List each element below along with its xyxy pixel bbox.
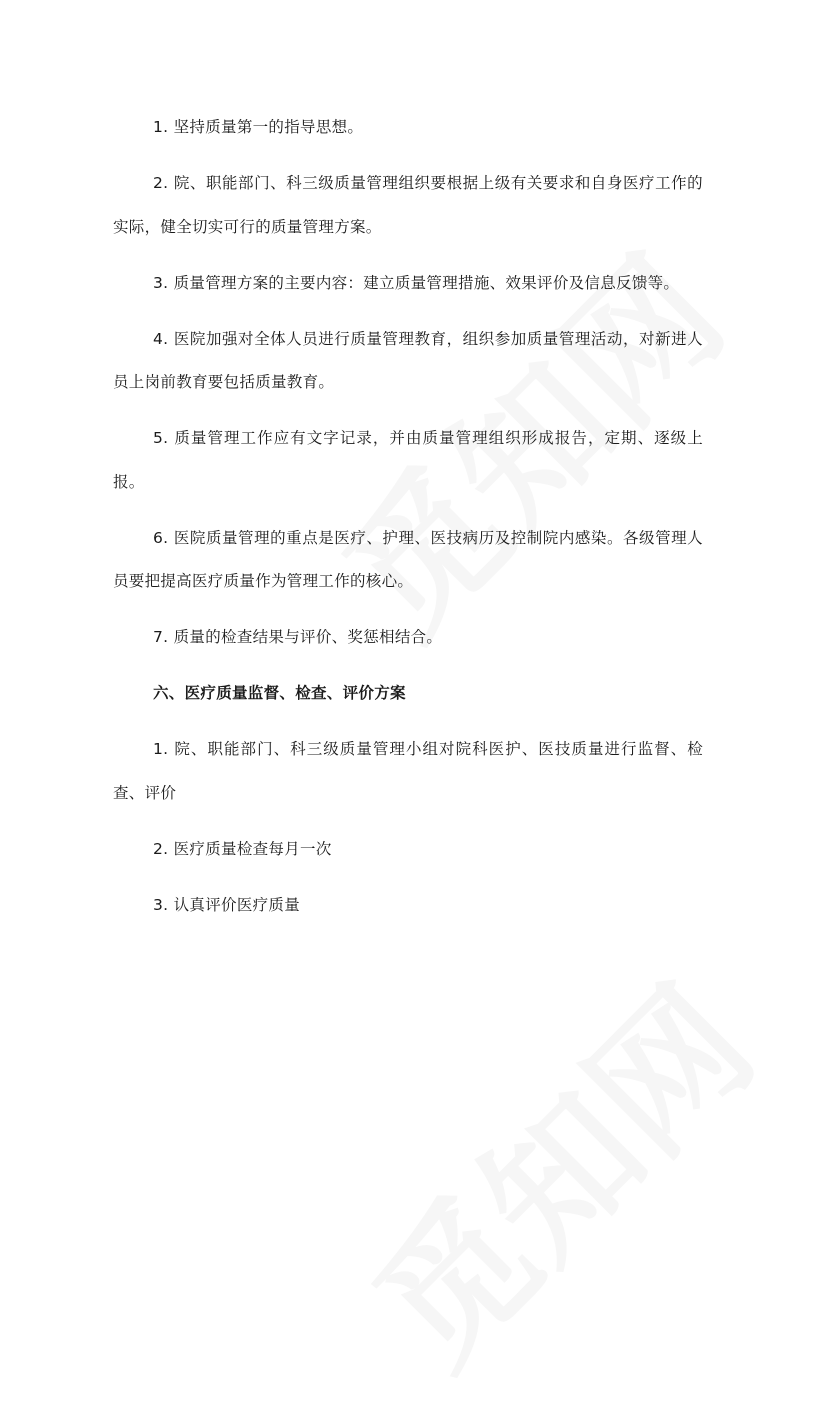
watermark (320, 933, 791, 1403)
list-item: 6. 医院质量管理的重点是医疗、护理、医技病历及控制院内感染。各级管理人员要把提高医疗质量作为管理工作的核心。 (113, 528, 703, 590)
list-item: 2. 院、职能部门、科三级质量管理组织要根据上级有关要求和自身医疗工作的实际，健全切实可行的质量管理方案。 (113, 174, 703, 236)
list-item: 1. 院、职能部门、科三级质量管理小组对院科医护、医技质量进行监督、检查、评价 (113, 740, 703, 802)
list-item: 3. 质量管理方案的主要内容：建立质量管理措施、效果评价及信息反馈等。 (153, 273, 680, 292)
list-item: 3. 认真评价医疗质量 (153, 895, 301, 914)
list-item: 1. 坚持质量第一的指导思想。 (153, 118, 364, 136)
list-item: 4. 医院加强对全体人员进行质量管理教育，组织参加质量管理活动，对新进人员上岗前教育要包括质量教育。 (113, 329, 703, 391)
document-body (113, 106, 703, 940)
list-item: 2. 医疗质量检查每月一次 (153, 839, 332, 858)
list-item: 5. 质量管理工作应有文字记录，并由质量管理组织形成报告，定期、逐级上报。 (113, 429, 703, 491)
section-heading: 六、医疗质量监督、检查、评价方案 (153, 684, 406, 702)
list-item: 7. 质量的检查结果与评价、奖惩相结合。 (153, 628, 443, 646)
